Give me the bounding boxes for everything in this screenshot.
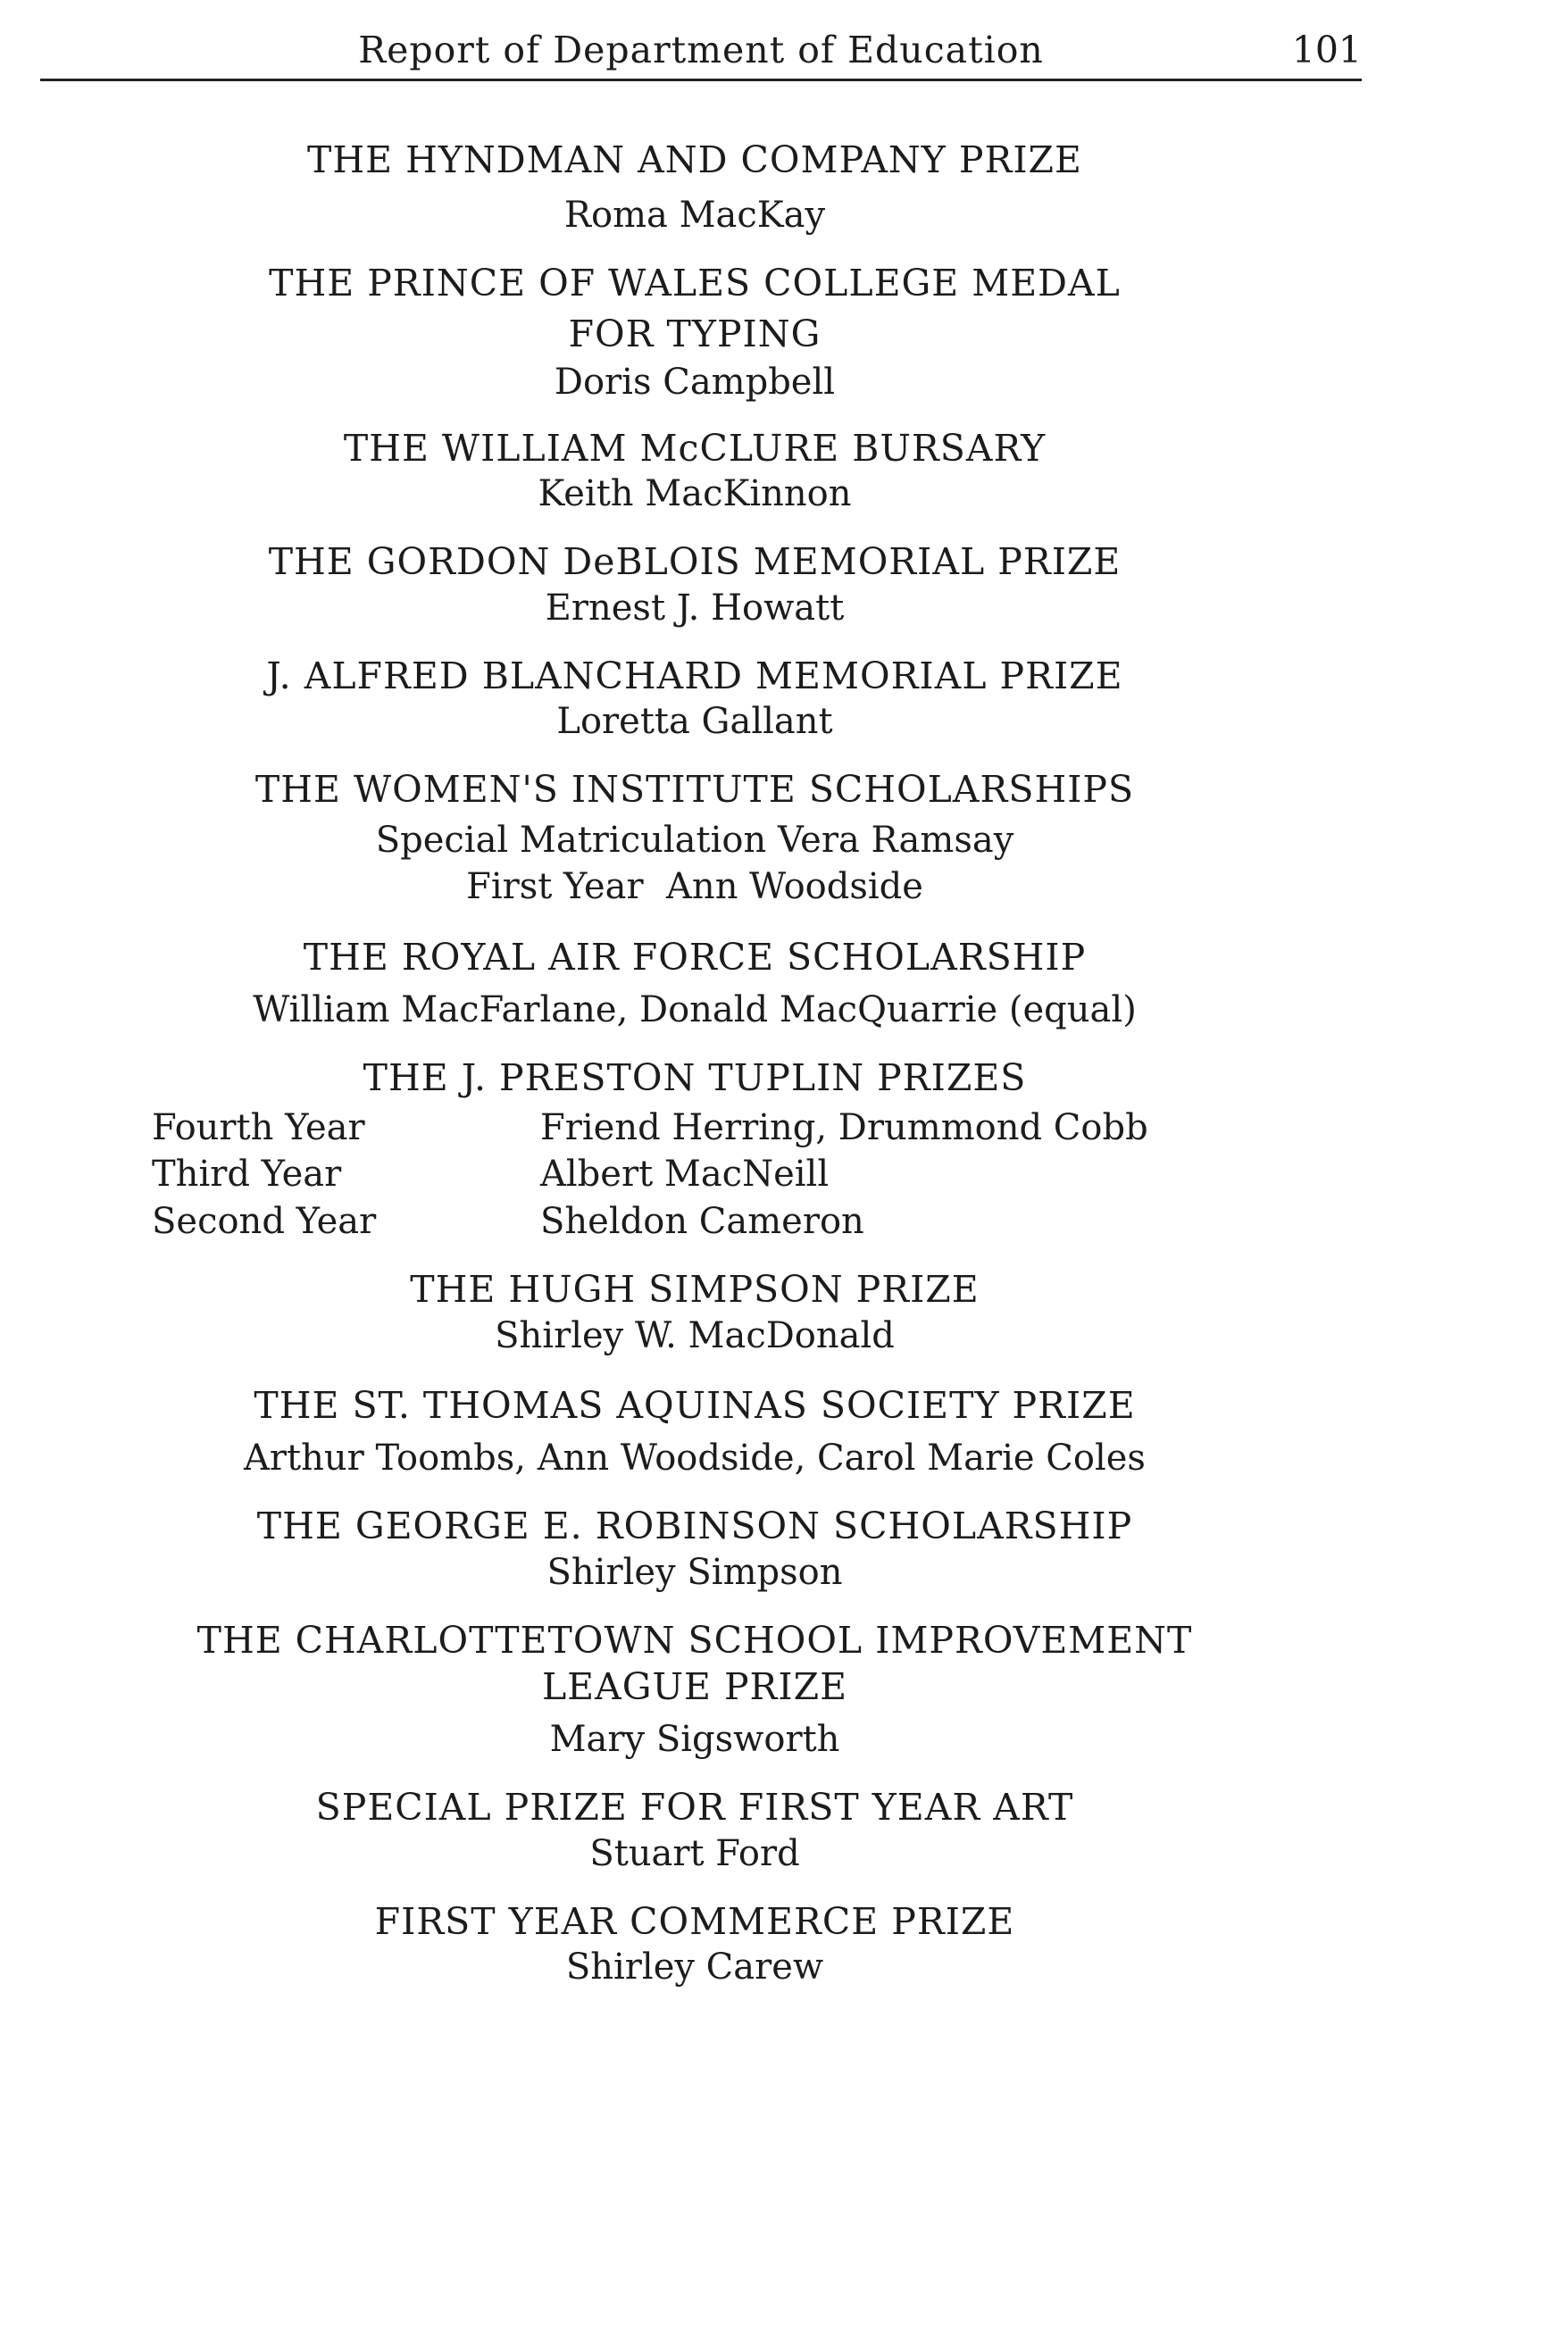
winner-names: Sheldon Cameron (540, 1201, 864, 1242)
winner-name: Loretta Gallant (556, 701, 833, 742)
winner-name: Shirley Carew (565, 1947, 824, 1988)
prize-title: THE GEORGE E. ROBINSON SCHOLARSHIP (256, 1505, 1133, 1547)
winner-name: Shirley Simpson (546, 1552, 843, 1593)
winner-name: Doris Campbell (554, 362, 836, 403)
prize-title: THE WOMEN'S INSTITUTE SCHOLARSHIPS (254, 768, 1135, 811)
prize-title: THE WILLIAM McCLURE BURSARY (343, 427, 1047, 470)
year-label: Fourth Year (152, 1107, 365, 1148)
prize-title: THE HUGH SIMPSON PRIZE (410, 1268, 980, 1311)
prize-title: THE ROYAL AIR FORCE SCHOLARSHIP (303, 936, 1087, 979)
page-header (40, 27, 1362, 81)
prize-title: THE ST. THOMAS AQUINAS SOCIETY PRIZE (254, 1384, 1136, 1427)
winner-name: Ernest J. Howatt (545, 588, 845, 629)
winner-name: Mary Sigsworth (549, 1719, 840, 1760)
year-label: Second Year (152, 1201, 377, 1242)
winner-name: Arthur Toombs, Ann Woodside, Carol Marie Coles (244, 1438, 1146, 1479)
winner-name: William MacFarlane, Donald MacQuarrie (equal) (253, 989, 1137, 1030)
prize-title: FIRST YEAR COMMERCE PRIZE (374, 1900, 1015, 1943)
prize-title-continued: FOR TYPING (568, 313, 822, 355)
prize-title: THE HYNDMAN AND COMPANY PRIZE (307, 138, 1082, 181)
winner-name: Roma MacKay (563, 195, 826, 236)
year-label: Third Year (152, 1154, 342, 1195)
prize-title: J. ALFRED BLANCHARD MEMORIAL PRIZE (266, 654, 1123, 697)
prize-title: THE PRINCE OF WALES COLLEGE MEDAL (269, 262, 1121, 304)
running-title: Report of Department of Education (358, 29, 1044, 71)
winner-name: Keith MacKinnon (538, 473, 852, 514)
page-number: 101 (1291, 29, 1362, 71)
prize-title: THE GORDON DeBLOIS MEMORIAL PRIZE (268, 540, 1122, 583)
scholarship-line: Special Matriculation Vera Ramsay (375, 820, 1014, 861)
prize-title: SPECIAL PRIZE FOR FIRST YEAR ART (315, 1786, 1074, 1829)
winner-name: Stuart Ford (589, 1833, 800, 1874)
prize-title-continued: LEAGUE PRIZE (541, 1665, 848, 1708)
prize-title: THE J. PRESTON TUPLIN PRIZES (363, 1056, 1027, 1099)
winner-names: Albert MacNeill (540, 1154, 830, 1195)
scholarship-line: First Year Ann Woodside (466, 866, 923, 907)
winner-names: Friend Herring, Drummond Cobb (540, 1107, 1148, 1148)
prize-title: THE CHARLOTTETOWN SCHOOL IMPROVEMENT (196, 1619, 1193, 1662)
winner-name: Shirley W. MacDonald (495, 1315, 895, 1356)
